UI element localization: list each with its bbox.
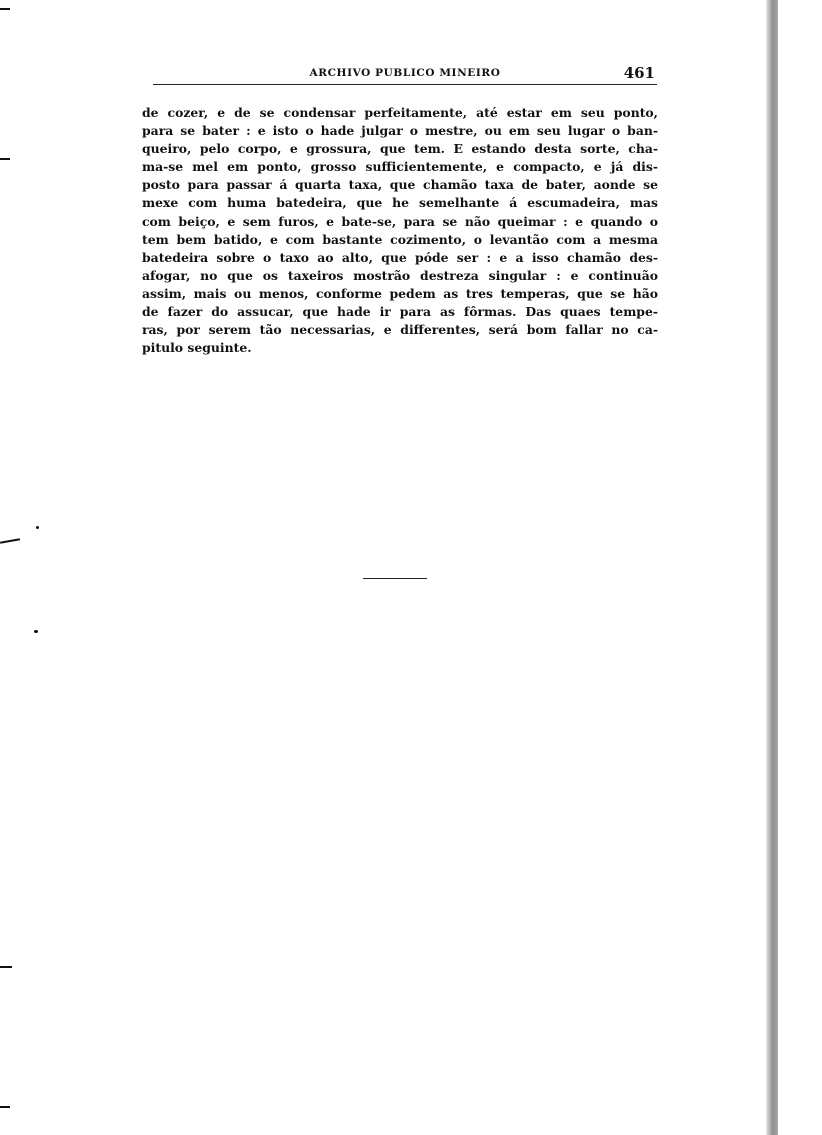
scan-mark (0, 8, 10, 10)
text-line: ma-se mel em ponto, grosso sufficientemente, e compacto, e já dis- (142, 159, 658, 175)
text-line: mexe com huma batedeira, que he semelhante á escumadeira, mas (142, 195, 658, 211)
page-number: 461 (623, 64, 655, 82)
text-line: afogar, no que os taxeiros mostrão destreza singular : e continuão (142, 267, 658, 283)
text-line: de fazer do assucar, que hade ir para as fôrmas. Das quaes tempe- (142, 304, 658, 320)
scan-mark (0, 1106, 10, 1108)
body-paragraph (142, 104, 658, 357)
text-line: queiro, pelo corpo, e grossura, que tem. E estando desta sorte, cha- (142, 141, 658, 157)
text-line: pitulo seguinte. (142, 340, 252, 356)
text-line: batedeira sobre o taxo ao alto, que póde ser : e a isso chamão des- (142, 249, 658, 265)
section-divider (363, 578, 427, 579)
text-line: posto para passar á quarta taxa, que chamão taxa de bater, aonde se (142, 177, 658, 193)
text-line: de cozer, e de se condensar perfeitamente, até estar em seu ponto, (142, 105, 658, 120)
running-title: ARCHIVO PUBLICO MINEIRO (309, 67, 501, 79)
scan-mark (34, 630, 38, 633)
scan-mark (0, 966, 12, 968)
text-line: com beiço, e sem furos, e bate-se, para se não queimar : e quando o (142, 213, 658, 229)
text-line: para se bater : e isto o hade julgar o mestre, ou em seu lugar o ban- (142, 123, 658, 139)
scan-mark (0, 158, 10, 160)
text-line: tem bem batido, e com bastante cozimento, o levantão com a mesma (142, 231, 658, 247)
text-line: ras, por serem tão necessarias, e differentes, será bom fallar no ca- (142, 322, 658, 338)
header-rule (153, 84, 657, 85)
page-header (153, 64, 657, 86)
scan-mark (36, 526, 39, 529)
text-line: assim, mais ou menos, conforme pedem as tres temperas, que se hão (142, 285, 658, 301)
page-edge-shadow (766, 0, 778, 1135)
scan-mark (0, 538, 20, 543)
